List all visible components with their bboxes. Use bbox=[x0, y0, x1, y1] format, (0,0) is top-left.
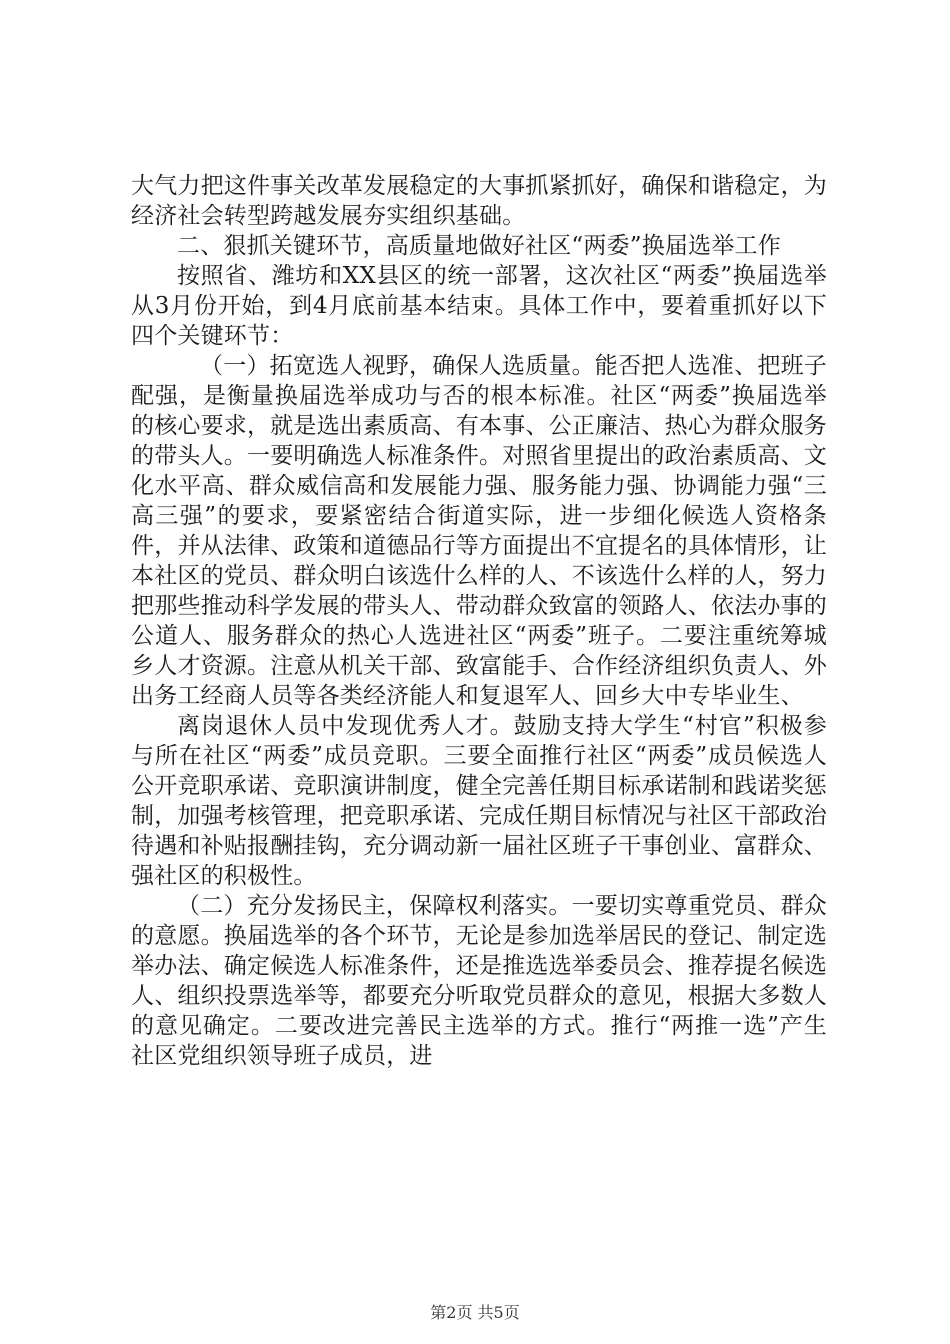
paragraph-item-two: （二）充分发扬民主，保障权利落实。一要切实尊重党员、群众的意愿。换届选举的各个环节，无论是参加选举居民的登记、制定选举办法、确定候选人标准条件，还是推选选举委员会、推荐提名候选人、组织投票选举等，都要充分听取党员群众的意见，根据大多数人的意见确定。二要改进完善民主选举的方式。推行“两推一选”产生社区党组织领导班子成员，进 bbox=[131, 893, 827, 1069]
paragraph-continuation: 大气力把这件事关改革发展稳定的大事抓紧抓好，确保和谐稳定，为经济社会转型跨越发展夯实组织基础。 bbox=[131, 173, 827, 229]
document-body bbox=[131, 171, 827, 1071]
paragraph-item-one: （一）拓宽选人视野，确保人选质量。能否把人选准、把班子配强，是衡量换届选举成功与否的根本标准。社区“两委”换届选举的核心要求，就是选出素质高、有本事、公正廉洁、热心为群众服务的带头人。一要明确选人标准条件。对照省里提出的政治素质高、文化水平高、群众威信高和发展能力强、服务能力强、协调能力强“三高三强”的要求，要紧密结合街道实际，进一步细化候选人资格条件，并从法律、政策和道德品行等方面提出不宜提名的具体情形，让本社区的党员、群众明白该选什么样的人、不该选什么样的人，努力把那些推动科学发展的带头人、带动群众致富的领路人、依法办事的公道人、服务群众的热心人选进社区“两委”班子。二要注重统筹城乡人才资源。注意从机关干部、致富能手、合作经济组织负责人、外出务工经商人员等各类经济能人和复退军人、回乡大中专毕业生、 bbox=[131, 353, 827, 709]
paragraph-intro: 按照省、潍坊和XX县区的统一部署，这次社区“两委”换届选举从3月份开始，到4月底前基本结束。具体工作中，要着重抓好以下四个关键环节： bbox=[131, 263, 827, 349]
page-footer: 第2页 共5页 bbox=[430, 1303, 520, 1322]
paragraph-item-one-continued: 离岗退休人员中发现优秀人才。鼓励支持大学生“村官”积极参与所在社区“两委”成员竞职。三要全面推行社区“两委”成员候选人公开竞职承诺、竞职演讲制度，健全完善任期目标承诺制和践诺奖惩制，加强考核管理，把竞职承诺、完成任期目标情况与社区干部政治待遇和补贴报酬挂钩，充分调动新一届社区班子干事创业、富群众、强社区的积极性。 bbox=[131, 713, 827, 889]
section-heading: 二、狠抓关键环节，高质量地做好社区“两委”换届选举工作 bbox=[177, 233, 781, 259]
